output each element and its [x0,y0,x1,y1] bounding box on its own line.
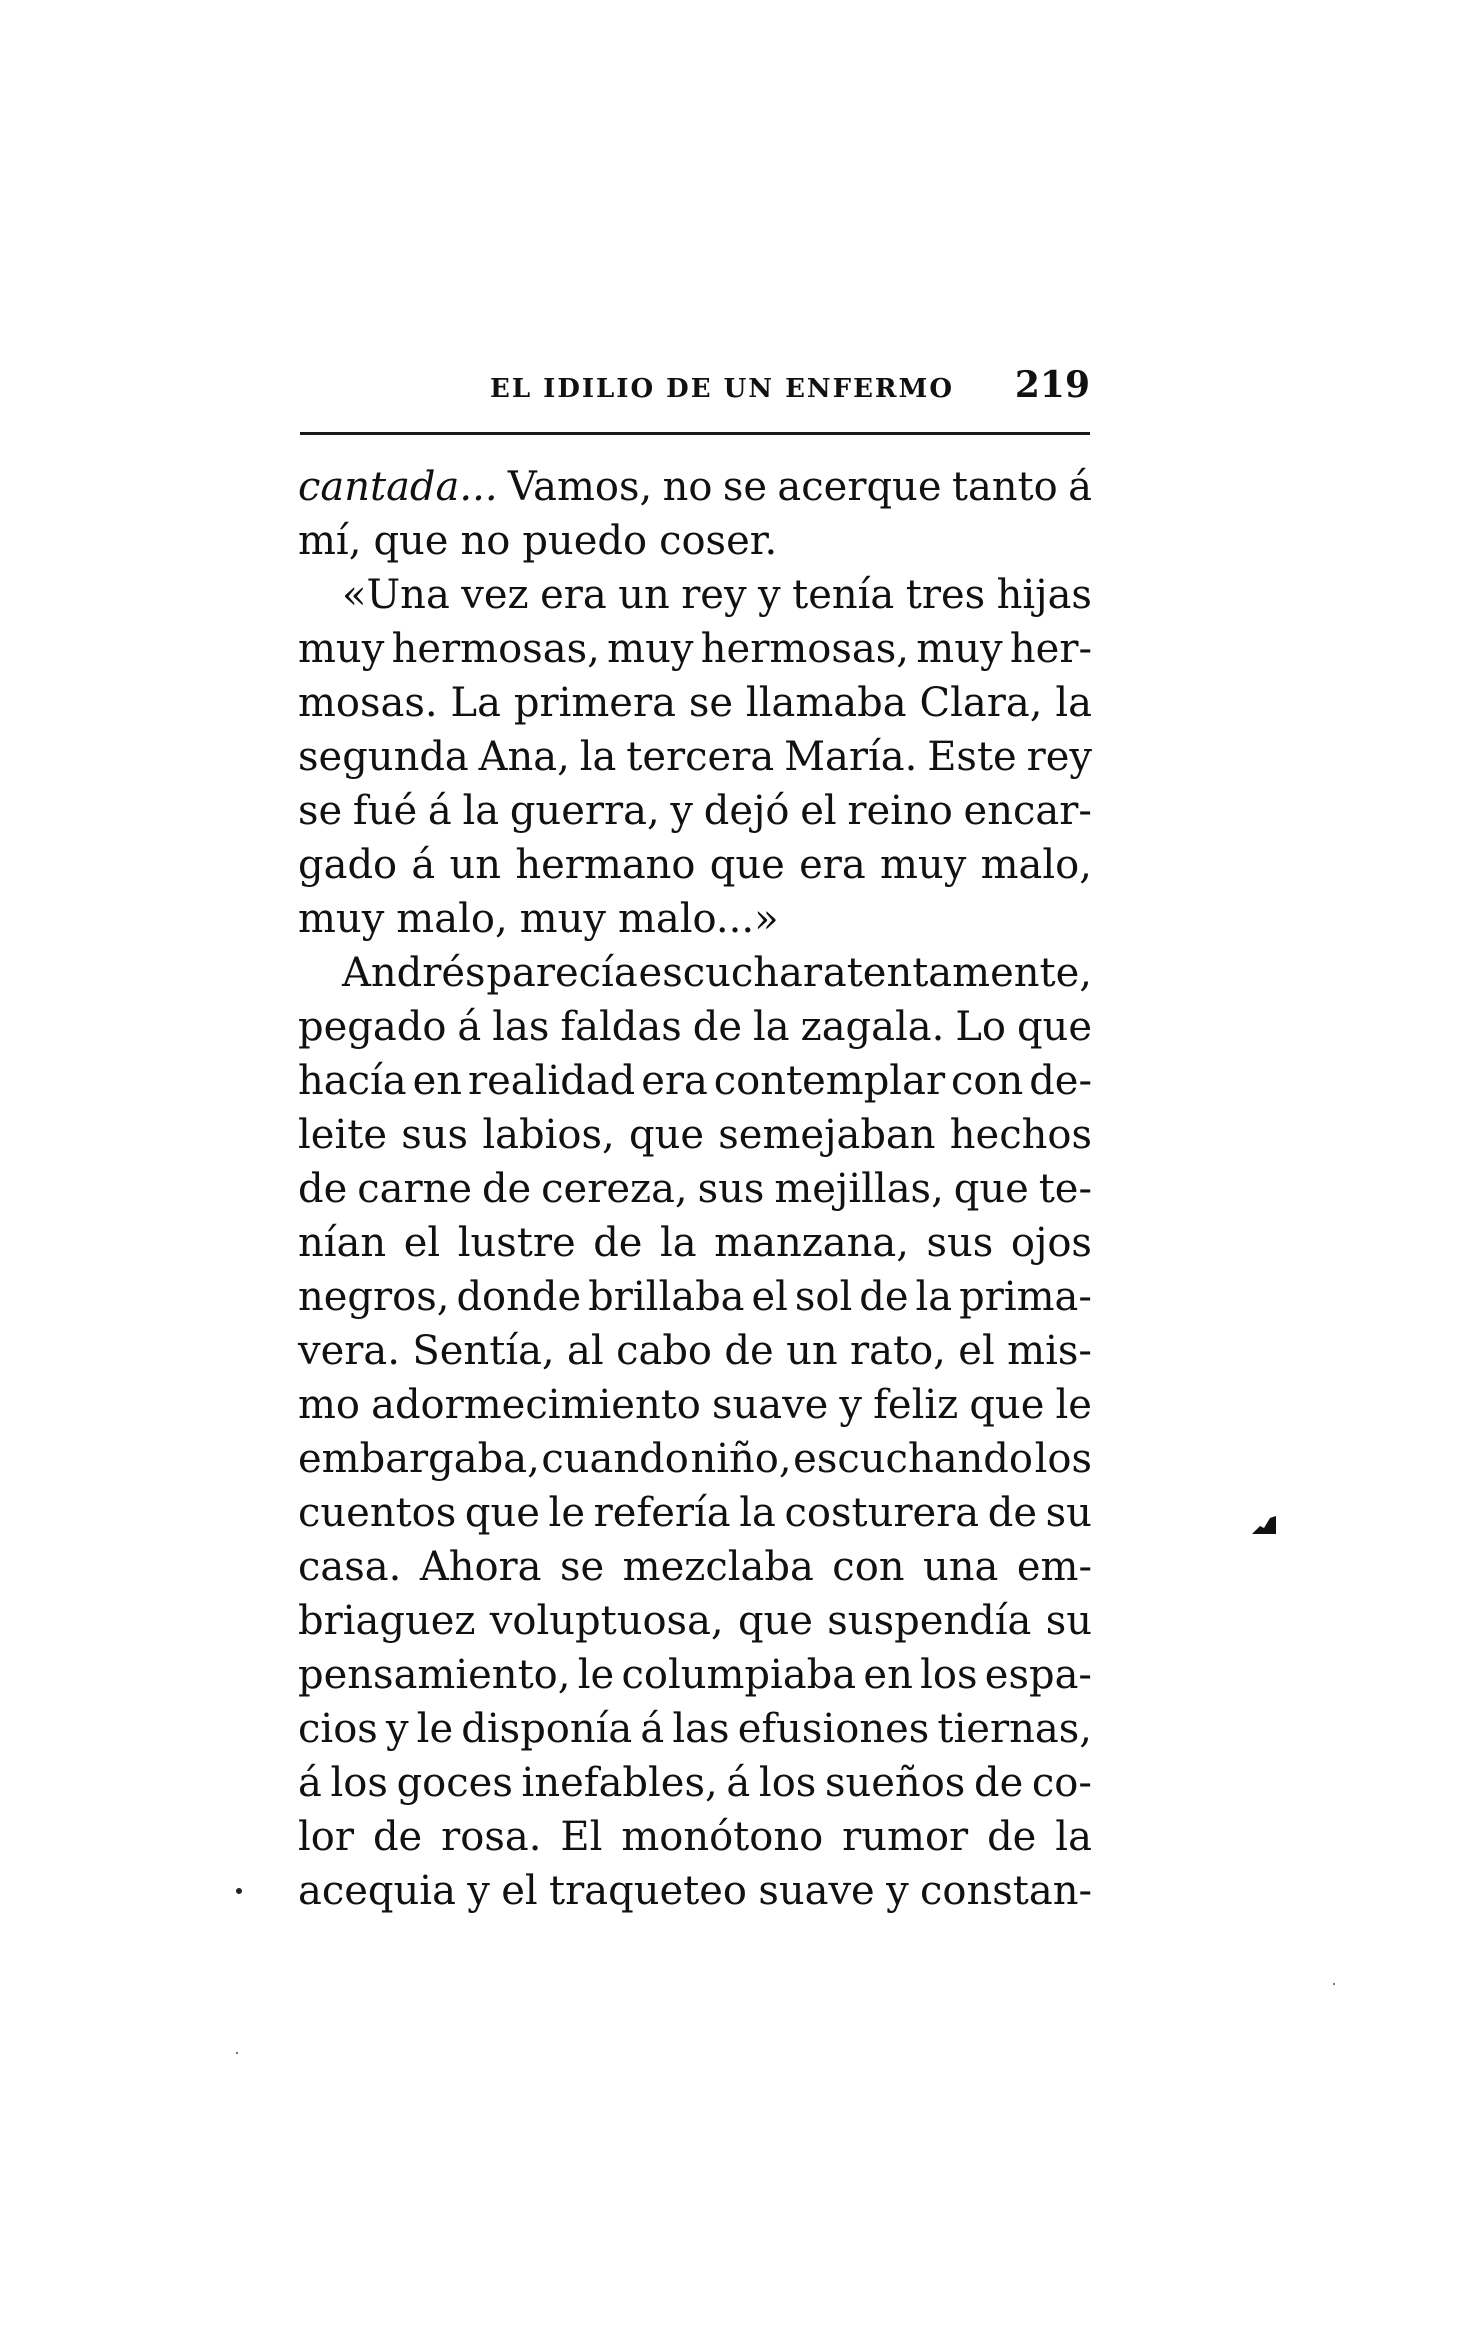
word: á [1068,464,1092,510]
word: María. [784,734,918,780]
word: mis- [1007,1328,1092,1374]
text-line [298,1162,1092,1216]
word: costurera [784,1490,980,1536]
word: la [753,1004,790,1050]
word: La [450,680,501,726]
word: brillaba [588,1274,745,1320]
word: el [403,1220,441,1266]
word: sol [794,1274,853,1320]
word: á [411,842,436,888]
word: lustre [457,1220,576,1266]
word: cios [298,1706,378,1752]
word: escuchando [793,1436,1033,1482]
word: era [799,842,866,888]
word: malo...» [617,896,779,942]
word: «Una [342,572,450,618]
word: Este [927,734,1017,780]
word: le [1055,1382,1092,1428]
word: el [751,1274,788,1320]
word: semejaban [718,1112,936,1158]
word: á [726,1760,751,1806]
word: á [427,788,452,834]
word: á [457,1004,482,1050]
text-line [298,1000,1092,1054]
word: hermosas, [700,626,909,672]
word: primera [513,680,676,726]
word: vera. [298,1328,400,1374]
word: suspendía [827,1598,1032,1644]
word: contemplar [713,1058,946,1104]
word: malo, [980,842,1092,888]
paper-speck [236,2052,238,2054]
word: de [987,1814,1037,1860]
text-line [298,892,1092,946]
word: columpiaba [621,1652,857,1698]
word: de [593,1220,643,1266]
word: hechos [949,1112,1092,1158]
word: labios, [482,1112,615,1158]
word: su [1045,1490,1092,1536]
text-line [298,1810,1092,1864]
word: sus [926,1220,994,1266]
word: feliz [873,1382,959,1428]
word: muy [916,626,1003,672]
word: tanto [951,464,1058,510]
text-line [298,1702,1092,1756]
paper-speck [1333,1983,1335,1985]
word: y [758,572,781,618]
text-line [298,946,1092,1000]
word: refería [593,1490,731,1536]
header-rule [300,432,1090,435]
word: te- [1038,1166,1092,1212]
word: la [1055,1814,1092,1860]
word: el [800,788,837,834]
word: la [462,788,500,834]
word: de [692,1004,743,1050]
word: de [298,1166,348,1212]
word: dejó [703,788,790,834]
text-line [298,622,1092,676]
text-line [298,1540,1092,1594]
text-line [298,1864,1092,1918]
word: adormecimiento [371,1382,701,1428]
word: pegado [298,1004,447,1050]
word: al [567,1328,604,1374]
word: embargaba, [298,1436,540,1482]
text-line [298,784,1092,838]
word: manzana, [714,1220,909,1266]
word: con [951,1058,1024,1104]
word: no [460,518,511,564]
word: prima- [959,1274,1092,1320]
body-text [298,460,1092,1918]
word: que [1016,1004,1092,1050]
word: se [688,680,734,726]
word: hermosas, [391,626,600,672]
word: llamaba [745,680,907,726]
word: los [1034,1436,1092,1482]
text-line [298,1594,1092,1648]
text-line [298,1486,1092,1540]
word: monótono [621,1814,824,1860]
word: El [560,1814,603,1860]
margin-mark [236,1888,242,1894]
word: de [859,1274,909,1320]
word: le [577,1652,615,1698]
word: era [540,572,607,618]
word: que [628,1112,705,1158]
word: rato, [850,1328,946,1374]
word: atentamente, [822,950,1092,996]
word: cabo [616,1328,713,1374]
word: Ana, [478,734,570,780]
word: la [915,1274,953,1320]
text-line [298,1378,1092,1432]
word: Lo [955,1004,1006,1050]
word: donde [456,1274,582,1320]
word: reino [847,788,953,834]
text-line [298,1432,1092,1486]
word: de [481,1166,532,1212]
ink-blot-mark [1250,1514,1278,1536]
word: que [373,518,449,564]
word: tenía [792,572,895,618]
word: casa. [298,1544,402,1590]
word: mejillas, [774,1166,944,1212]
word: los [920,1652,978,1698]
word: de [372,1814,423,1860]
word: em- [1016,1544,1092,1590]
word: pensamiento, [298,1652,571,1698]
word: los [330,1760,388,1806]
word: muy [298,896,385,942]
word: sus [401,1112,469,1158]
word: leite [298,1112,388,1158]
word: fué [352,788,418,834]
word: espa- [984,1652,1092,1698]
word: de [987,1490,1038,1536]
text-line [298,568,1092,622]
word: se [298,788,343,834]
word: la [1055,680,1092,726]
running-title: EL IDILIO DE UN ENFERMO [490,374,954,404]
word: tres [905,572,986,618]
running-head [300,364,1090,418]
word: lor [298,1814,354,1860]
word: las [672,1706,730,1752]
word: era [641,1058,708,1104]
word: voluptuosa, [489,1598,724,1644]
word: tercera [626,734,775,780]
word: en [863,1652,913,1698]
word: y [670,788,693,834]
word: carne [357,1166,473,1212]
word: Ahora [419,1544,542,1590]
word: niño, [690,1436,792,1482]
word: con [832,1544,905,1590]
word: cuando [541,1436,689,1482]
word: muy [298,626,385,672]
word: una [923,1544,999,1590]
word: que [969,1382,1045,1428]
word: her- [1009,626,1092,672]
word: briaguez [298,1598,476,1644]
word: á [298,1760,322,1806]
word: hacía [298,1058,407,1104]
word: la [739,1490,776,1536]
word: acerque [777,464,942,510]
word: puedo [522,518,648,564]
word: se [559,1544,605,1590]
word: traqueteo [549,1868,747,1914]
word: cuentos [298,1490,457,1536]
word: y [467,1868,490,1914]
page-number: 219 [1014,364,1090,406]
word: de- [1029,1058,1092,1104]
word: nían [298,1220,387,1266]
text-line [298,514,1092,568]
word: que [709,842,785,888]
word: negros, [298,1274,450,1320]
word: mosas. [298,680,438,726]
word: Andrés [342,950,486,996]
text-line [298,1054,1092,1108]
word: le [416,1706,454,1752]
word: muy [519,896,606,942]
text-line [298,1756,1092,1810]
word: hijas [996,572,1092,618]
word: muy [607,626,694,672]
word: Sentía, [412,1328,555,1374]
word: suave [758,1868,875,1914]
word: que [737,1598,813,1644]
word: que [464,1490,540,1536]
word: escuchar [638,950,823,996]
text-line [298,730,1092,784]
word: constan- [920,1868,1092,1914]
word: rey [1026,734,1092,780]
word: un [449,842,502,888]
word: y [385,1706,409,1752]
word: que [953,1166,1029,1212]
word: goces [396,1760,513,1806]
text-line [298,1108,1092,1162]
word: le [548,1490,586,1536]
text-line [298,1216,1092,1270]
word: cereza, [541,1166,688,1212]
word: vez [461,572,529,618]
word: los [758,1760,817,1806]
word: el [501,1868,538,1914]
word: de [973,1760,1024,1806]
word: mo [298,1382,361,1428]
text-line [298,1324,1092,1378]
word: suave [711,1382,829,1428]
word: zagala. [800,1004,945,1050]
word: coser. [659,518,778,564]
word: tiernas, [937,1706,1092,1752]
word: segunda [298,734,469,780]
word: de [724,1328,774,1374]
word: cantada... [298,464,498,510]
word: faldas [560,1004,682,1050]
word: co- [1031,1760,1092,1806]
word: y [886,1868,909,1914]
text-line [298,838,1092,892]
word: disponía [461,1706,633,1752]
text-line [298,1648,1092,1702]
word: su [1045,1598,1092,1644]
word: un [786,1328,838,1374]
word: mí, [298,518,362,564]
word: guerra, [509,788,660,834]
text-line [298,1270,1092,1324]
word: un [618,572,670,618]
word: rey [681,572,747,618]
word: ojos [1010,1220,1092,1266]
word: las [492,1004,550,1050]
word: á [640,1706,665,1752]
word: en [412,1058,463,1104]
word: rumor [842,1814,969,1860]
word: malo, [396,896,508,942]
word: no [662,464,713,510]
word: inefables, [521,1760,718,1806]
text-line [298,460,1092,514]
word: gado [298,842,398,888]
word: la [579,734,617,780]
word: parecía [486,950,638,996]
word: rosa. [441,1814,542,1860]
word: se [722,464,768,510]
word: mezclaba [622,1544,814,1590]
text-line [298,676,1092,730]
word: realidad [467,1058,636,1104]
word: y [839,1382,863,1428]
word: hermano [515,842,696,888]
word: efusiones [737,1706,930,1752]
word: el [958,1328,995,1374]
word: muy [880,842,967,888]
word: Clara, [919,680,1043,726]
word: la [660,1220,697,1266]
word: encar- [963,788,1092,834]
word: sus [697,1166,765,1212]
word: Vamos, [507,464,653,510]
word: acequia [298,1868,456,1914]
word: sueños [824,1760,966,1806]
